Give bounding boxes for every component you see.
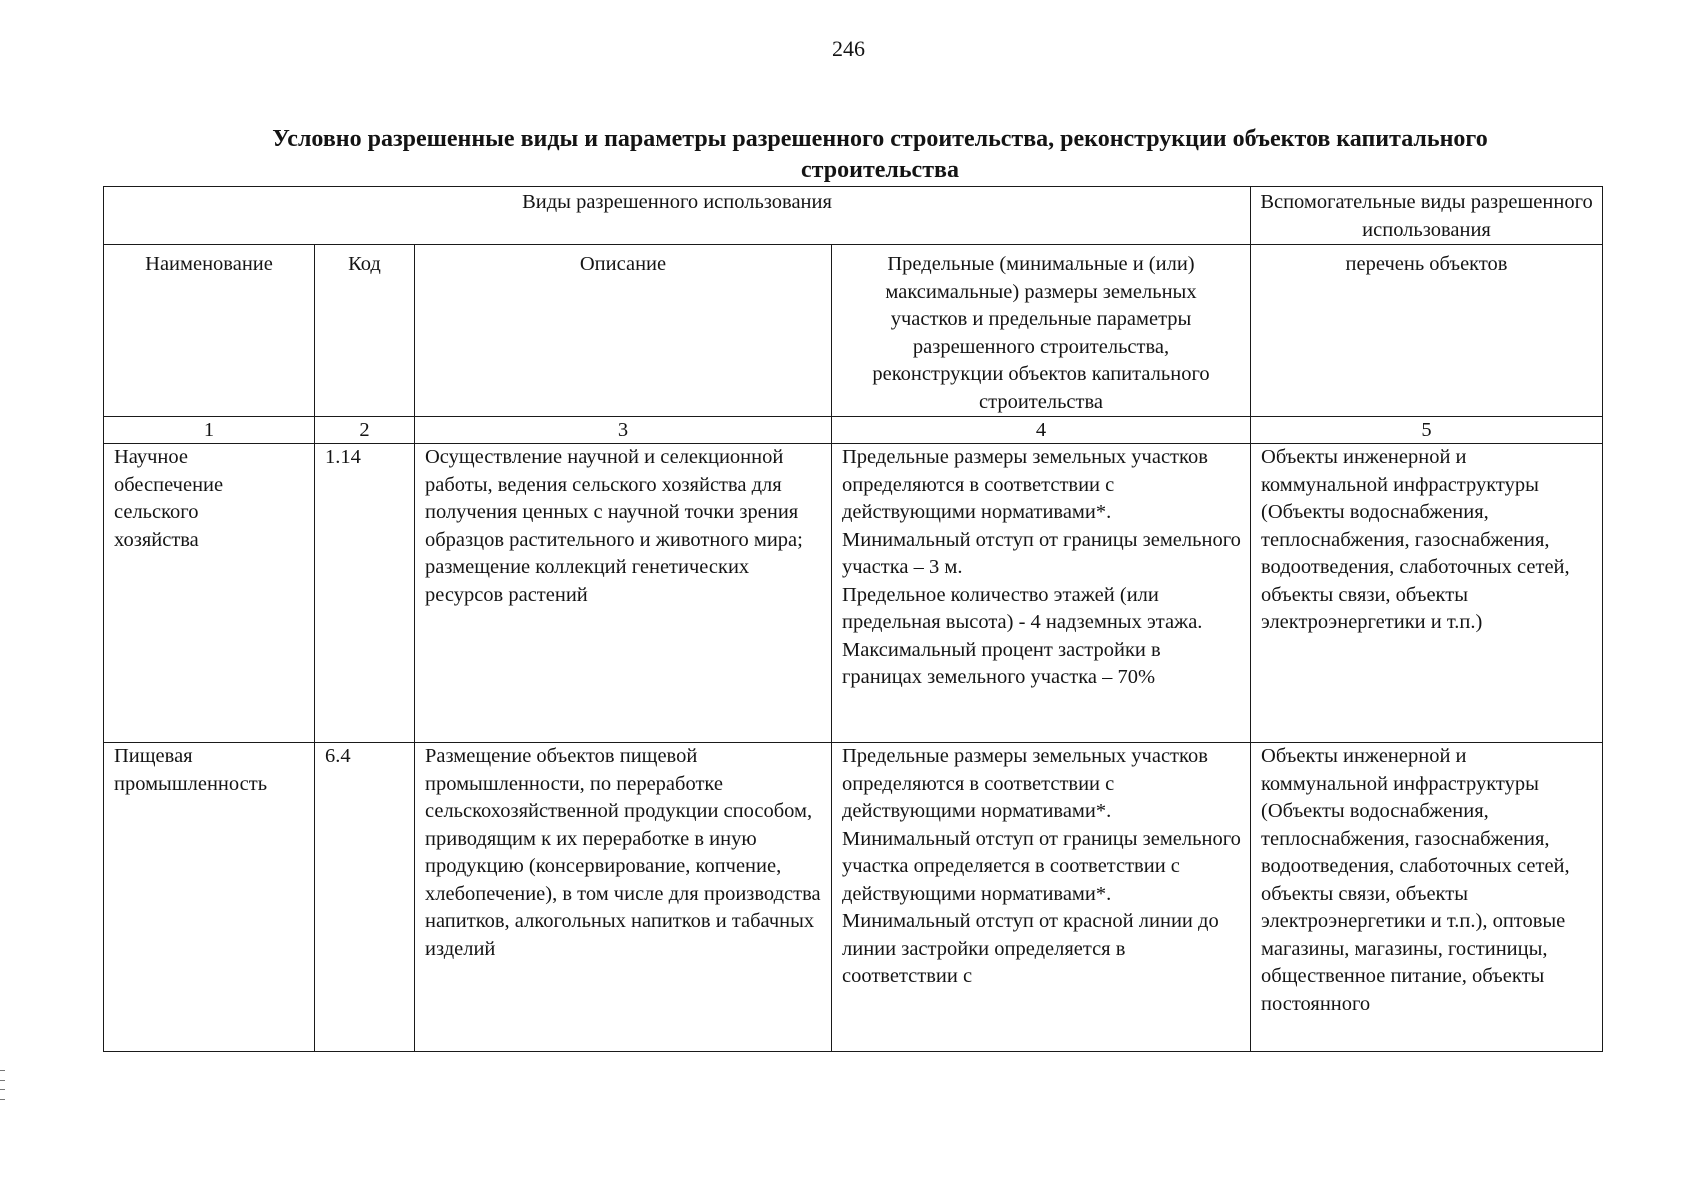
column-number: 1 <box>104 417 315 444</box>
auxiliary-objects: Объекты инженерной и коммунальной инфраструктуры (Объекты водоснабжения, теплоснабжения, газоснабжения, водоотведения, слаботочных сетей, объекты связи, объекты электроэнергетики и т.п.) <box>1251 444 1603 743</box>
column-header-row <box>104 245 1603 417</box>
column-number: 5 <box>1251 417 1603 444</box>
page-number: 246 <box>832 36 865 61</box>
description-paragraph: Размещение объектов пищевой промышленности, по переработке сельскохозяйственной продукции способом, приводящим к их переработке в иную продукцию (консервирование, копчение, хлебопечение), в том числе для производства напитков, алкогольных напитков и табачных изделий <box>425 745 821 960</box>
use-name: Научное обеспечение сельского хозяйства <box>114 446 224 551</box>
limits-paragraph: Минимальный отступ от красной линии до линии застройки определяется в соответствии с <box>842 910 1219 987</box>
column-number: 2 <box>315 417 415 444</box>
column-header-objects: перечень объектов <box>1251 245 1603 417</box>
table-row <box>104 444 1603 743</box>
use-name: Пищевая промышленность <box>104 743 315 1052</box>
limits-paragraph: Предельное количество этажей (или предельная высота) - 4 надземных этажа. <box>842 583 1203 633</box>
use-description-cell <box>415 743 832 1052</box>
auxiliary-objects: Объекты инженерной и коммунальной инфраструктуры (Объекты водоснабжения, теплоснабжения, газоснабжения, водоотведения, слаботочных сетей, объекты связи, объекты электроэнергетики и т.п.), оптовые магазины, магазины, гостиницы, общественное питание, объекты постоянного <box>1251 743 1603 1052</box>
limits-paragraph: Минимальный отступ от границы земельного участка определяется в соответствии с действующими нормативами*. <box>842 827 1241 905</box>
column-header-description: Описание <box>415 245 832 417</box>
use-limits-cell <box>832 444 1251 743</box>
main-uses-header: Виды разрешенного использования <box>104 187 1251 245</box>
use-limits-cell <box>832 743 1251 1052</box>
zoning-table <box>103 186 1603 1052</box>
scan-edge-mark <box>0 1070 5 1100</box>
document-title: Условно разрешенные виды и параметры разрешенного строительства, реконструкции объектов капитального строительства <box>272 126 1488 183</box>
auxiliary-uses-header: Вспомогательные виды разрешенного использования <box>1251 187 1603 245</box>
column-number-row <box>104 417 1603 444</box>
use-description-cell <box>415 444 832 743</box>
description-paragraph: Осуществление научной и селекционной работы, ведения сельского хозяйства для получения ценных с научной точки зрения образцов растительного и животного мира; <box>425 446 803 551</box>
limits-paragraph: Предельные размеры земельных участков определяются в соответствии с действующими нормативами*. <box>842 745 1208 822</box>
limits-paragraph: Максимальный процент застройки в границах земельного участка – 70% <box>842 638 1161 688</box>
use-code: 6.4 <box>315 743 415 1052</box>
use-code: 1.14 <box>315 444 415 743</box>
use-name-cell <box>104 444 315 743</box>
column-number: 4 <box>832 417 1251 444</box>
column-number: 3 <box>415 417 832 444</box>
table-row <box>104 743 1603 1052</box>
column-header-name: Наименование <box>104 245 315 417</box>
column-header-code: Код <box>315 245 415 417</box>
limits-paragraph: Предельные размеры земельных участков определяются в соответствии с действующими нормативами*. <box>842 446 1208 523</box>
group-header-row <box>104 187 1603 245</box>
column-header-limits: Предельные (минимальные и (или) максимальные) размеры земельных участков и предельные параметры разрешенного строительства, реконструкции объектов капитального строительства <box>832 245 1251 417</box>
description-paragraph: размещение коллекций генетических ресурсов растений <box>425 556 750 606</box>
limits-paragraph: Минимальный отступ от границы земельного участка – 3 м. <box>842 528 1241 578</box>
